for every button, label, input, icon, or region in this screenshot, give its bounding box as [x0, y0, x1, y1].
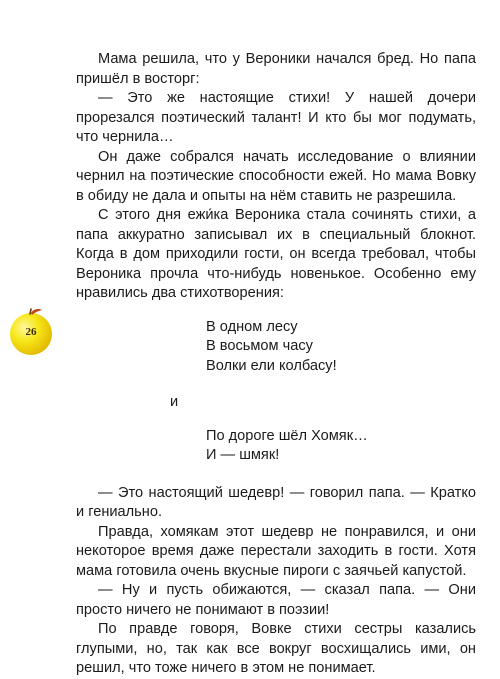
paragraph: Правда, хомякам этот шедевр не понравился, и они некоторое время даже перестали заходить в гости. Хотя мама готовила очень вкусные пироги с заячьей капустой.	[76, 523, 476, 579]
poem-connector: и	[170, 394, 179, 410]
paragraph: По правде говоря, Вовке стихи сестры казались глупыми, но, так как все вокруг восхищались ими, он решил, что тоже ничего в этом не понимает.	[76, 621, 476, 676]
text-after-poems	[76, 484, 476, 679]
poem-line: По дороге шёл Хомяк…	[206, 427, 368, 444]
poem-first	[206, 318, 476, 377]
paragraph: — Это настоящий шедевр! — говорил папа. — Кратко и гениально.	[76, 484, 476, 520]
poem-line: В восьмом часу	[206, 338, 313, 354]
paragraph: С этого дня ежи́ка Вероника стала сочинять стихи, а папа аккуратно записывал их в специальный блокнот. Когда в дом приходили гости, он всегда требовал, чтобы Вероника прочла что-нибудь новенькое. Особенно ему нравились два стихотворения:	[76, 207, 476, 301]
poem-line: Волки ели колбасу!	[206, 357, 337, 374]
poem-line: И — шмяк!	[206, 447, 280, 463]
paragraph: Он даже собрался начать исследование о влиянии чернил на поэтические способности ежей. Но мама Вовку в обиду не дала и опыты на нём ставить не разрешила.	[76, 148, 476, 204]
paragraph: — Ну и пусть обижаются, — сказал папа. — Они просто ничего не понимают в поэзии!	[76, 582, 476, 618]
poem-second	[206, 427, 476, 466]
page-number: 26	[25, 326, 37, 338]
page-number-marker	[6, 306, 56, 358]
poem-line: В одном лесу	[206, 318, 298, 335]
story-text	[76, 50, 476, 679]
paragraph: — Это же настоящие стихи! У нашей дочери прорезался поэтический талант! И кто бы мог подумать, что чернила…	[76, 90, 476, 145]
paragraph: Мама решила, что у Вероники начался бред. Но папа пришёл в восторг:	[76, 51, 476, 87]
